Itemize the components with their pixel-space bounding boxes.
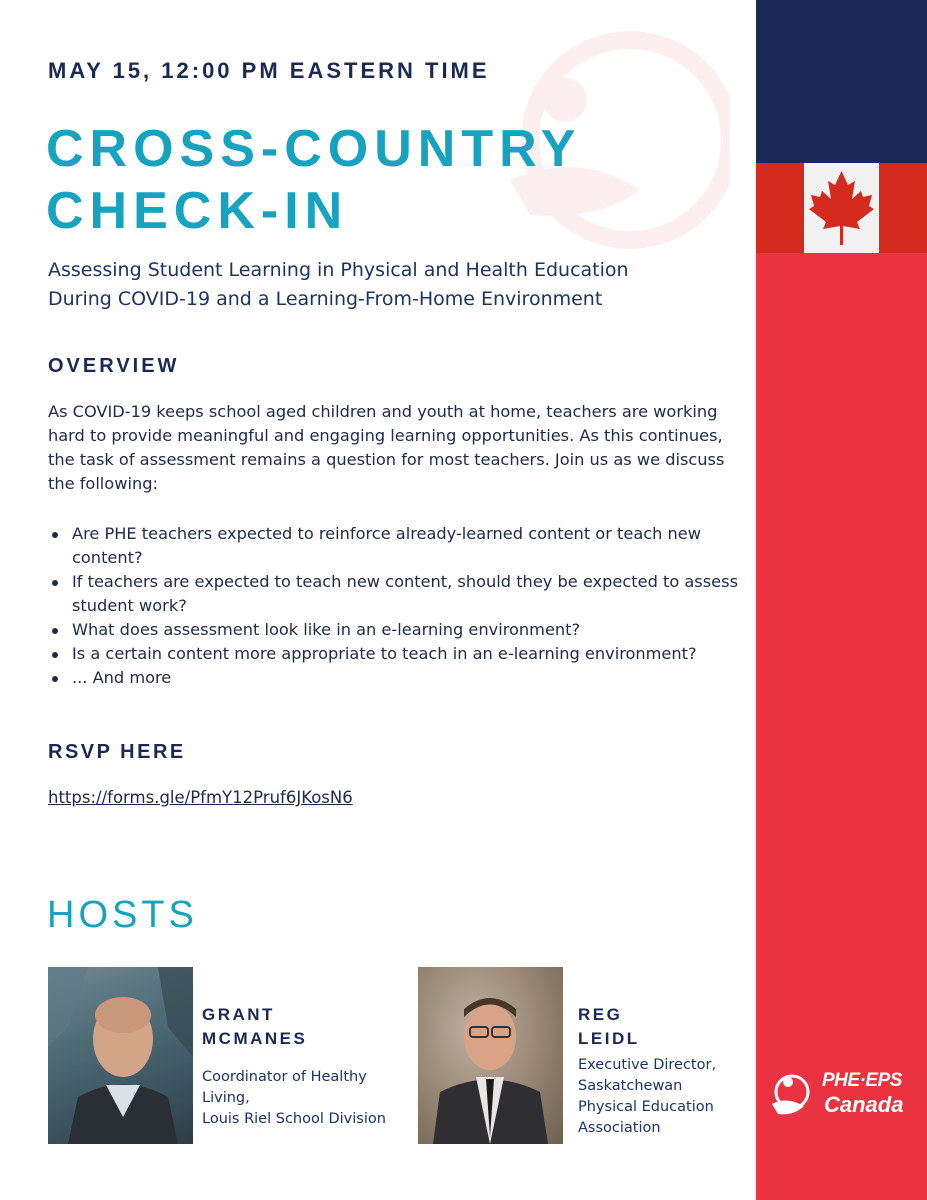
host-name-reg-leidl: REG LEIDL	[578, 1005, 640, 1048]
sidebar-navy-band	[756, 0, 927, 163]
person-photo-icon	[48, 967, 193, 1144]
list-item-text: Are PHE teachers expected to reinforce already-learned content or teach new content?	[72, 524, 702, 567]
list-item-text: What does assessment look like in an e-learning environment?	[72, 620, 581, 639]
bullet-icon	[52, 580, 58, 586]
event-subtitle	[48, 256, 738, 314]
event-date-time: MAY 15, 12:00 PM EASTERN TIME	[48, 58, 490, 83]
list-item	[48, 642, 738, 666]
rsvp-heading: RSVP HERE	[48, 741, 186, 763]
event-title	[46, 118, 746, 242]
list-item	[48, 570, 738, 618]
bullet-icon	[52, 676, 58, 682]
list-item-text: Is a certain content more appropriate to teach in an e-learning environment?	[72, 644, 697, 663]
person-photo-icon	[418, 967, 563, 1144]
canada-flag-icon	[756, 163, 927, 253]
event-title-line1: CROSS-COUNTRY	[46, 120, 582, 178]
host-role-grant-mcmanes: Coordinator of Healthy Living, Louis Riel School Division	[202, 1069, 386, 1127]
host-photo-grant-mcmanes	[48, 967, 193, 1144]
list-item	[48, 522, 738, 570]
bullet-icon	[52, 628, 58, 634]
host-name-grant-mcmanes: GRANT MCMANES	[202, 1005, 308, 1048]
bullet-icon	[52, 532, 58, 538]
event-title-line2: CHECK-IN	[46, 182, 349, 240]
host-role-reg-leidl: Executive Director, Saskatchewan Physical Education Association	[578, 1057, 717, 1136]
event-subtitle-line2: During COVID-19 and a Learning-From-Home Environment	[48, 288, 603, 310]
list-item-text: If teachers are expected to teach new content, should they be expected to assess student work?	[72, 572, 739, 615]
sidebar-red-band	[756, 253, 927, 1200]
list-item	[48, 666, 738, 690]
discussion-list	[48, 522, 738, 690]
list-item-text: ... And more	[72, 668, 172, 687]
bullet-icon	[52, 652, 58, 658]
event-subtitle-line1: Assessing Student Learning in Physical and Health Education	[48, 259, 629, 281]
logo-text-secondary: Canada	[824, 1092, 904, 1117]
overview-heading: OVERVIEW	[48, 355, 180, 377]
logo-text-primary: PHE·EPS	[822, 1070, 902, 1091]
overview-text: As COVID-19 keeps school aged children and youth at home, teachers are working hard to provide meaningful and engaging learning opportunities. As this continues, the task of assessment remains a question for most teachers. Join us as we discuss the following:	[48, 402, 725, 493]
rsvp-link[interactable]: https://forms.gle/PfmY12Pruf6JKosN6	[48, 788, 353, 807]
list-item	[48, 618, 738, 642]
hosts-heading: HOSTS	[47, 894, 198, 936]
host-photo-reg-leidl	[418, 967, 563, 1144]
